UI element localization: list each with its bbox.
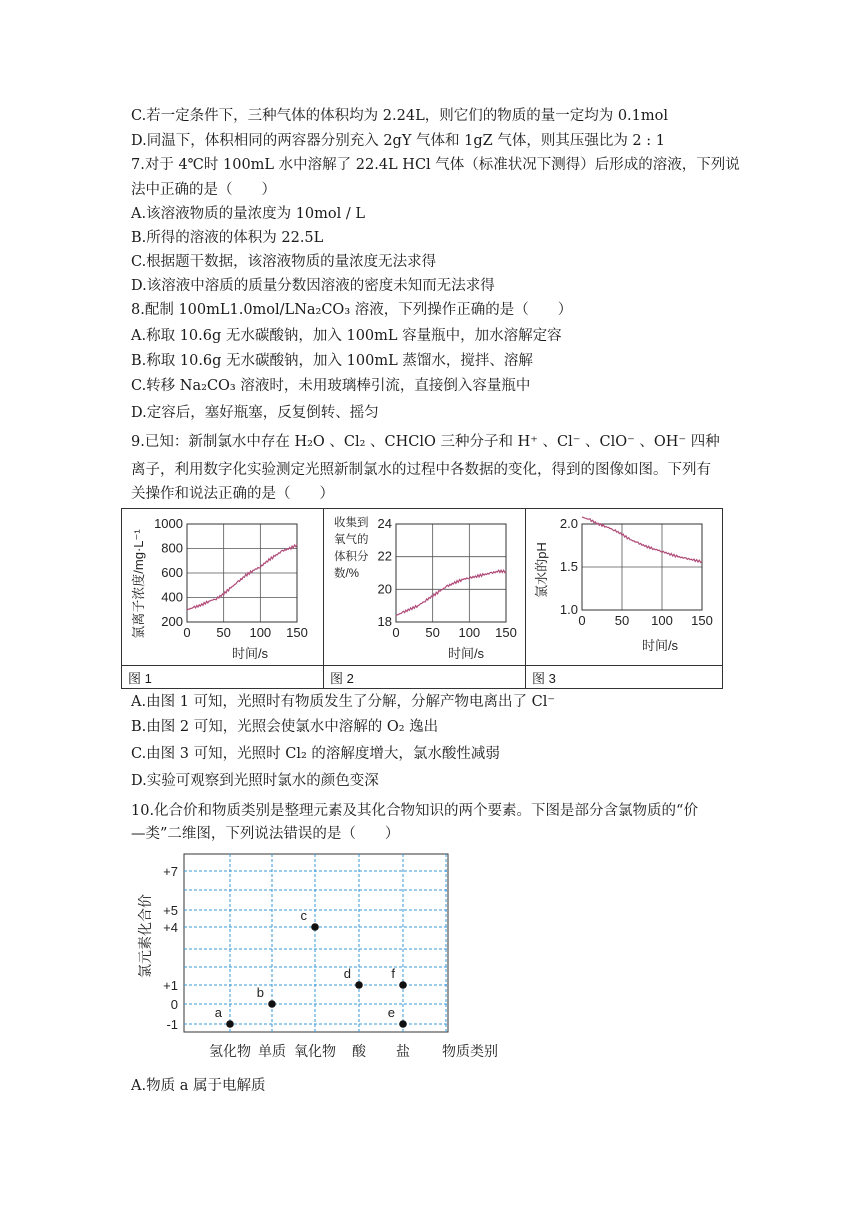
- figure-caption-2: 图 2: [330, 671, 354, 686]
- fig2-plot: [378, 516, 517, 640]
- y-tick-label: -1: [166, 1017, 178, 1032]
- question-10-stem-cont: —类”二维图，下列说法错误的是（ ）: [131, 826, 400, 842]
- x-category-label: 单质: [258, 1043, 286, 1059]
- y-tick-label: +4: [163, 920, 178, 935]
- x-category-label: 盐: [396, 1043, 410, 1059]
- question-8-option-b: B.称取 10.6g 无水碳酸钠，加入 100mL 蒸馏水，搅拌、溶解: [131, 353, 533, 369]
- data-point-b: [268, 1000, 276, 1008]
- y-tick-label: 800: [161, 540, 183, 556]
- fig2-ylabel-line3: 体积分: [334, 551, 369, 563]
- data-point-label: a: [214, 1005, 222, 1020]
- question-8-stem: 8.配制 100mL1.0mol/LNa₂CO₃ 溶液，下列操作正确的是（ ）: [131, 302, 573, 318]
- data-point-label: c: [300, 908, 307, 923]
- fig3-plot: [560, 516, 713, 628]
- fig3-xlabel: 时间/s: [641, 638, 679, 653]
- question-7-option-a: A.该溶液物质的量浓度为 10mol / L: [131, 206, 365, 222]
- y-tick-label: 22: [377, 548, 392, 564]
- question-9-option-c: C.由图 3 可知，光照时 Cl₂ 的溶解度增大，氯水酸性减弱: [131, 746, 500, 762]
- question-8-option-a: A.称取 10.6g 无水碳酸钠，加入 100mL 容量瓶中，加水溶解定容: [131, 328, 562, 344]
- x-tick-label: 100: [651, 613, 673, 628]
- question-9-option-b: B.由图 2 可知，光照会使氯水中溶解的 O₂ 逸出: [131, 719, 439, 735]
- fig1-xlabel: 时间/s: [231, 646, 269, 661]
- x-tick-label: 50: [216, 625, 231, 640]
- figure-caption-1: 图 1: [128, 671, 152, 686]
- data-point-label: f: [391, 966, 395, 981]
- question-10-option-a: A.物质 a 属于电解质: [131, 1078, 266, 1094]
- text-line-c-option: C.若一定条件下，三种气体的体积均为 2.24L，则它们的物质的量一定均为 0.1mol: [131, 108, 668, 124]
- y-tick-label: 2.0: [559, 516, 578, 531]
- x-tick-label: 150: [495, 625, 517, 640]
- data-point-label: e: [387, 1005, 395, 1020]
- x-category-label: 酸: [352, 1043, 366, 1059]
- question-7-option-b: B.所得的溶液的体积为 22.5L: [131, 230, 324, 246]
- chart-valence-class: [128, 848, 523, 1074]
- y-tick-label: 600: [161, 565, 183, 580]
- question-7-option-c: C.根据题干数据，该溶液物质的量浓度无法求得: [131, 254, 437, 270]
- x-tick-label: 0: [392, 625, 400, 640]
- x-category-label: 氢化物: [209, 1043, 251, 1059]
- text-line-d-option: D.同温下，体积相同的两容器分别充入 2gY 气体和 1gZ 气体，则其压强比为 2 : 1: [131, 133, 665, 149]
- y-tick-label: +5: [163, 903, 178, 918]
- figure-caption-3: 图 3: [532, 671, 556, 686]
- x-tick-label: 150: [691, 613, 713, 628]
- y-axis-label: 氯元素化合价: [137, 894, 153, 978]
- chart-fig1: [125, 510, 321, 664]
- y-tick-label: 1.0: [559, 602, 578, 617]
- y-tick-label: 1.5: [559, 559, 578, 574]
- chart-fig2: [326, 510, 524, 664]
- question-7-stem: 7.对于 4℃时 100mL 水中溶解了 22.4L HCl 气体（标准状况下测得）后形成的溶液，下列说: [131, 157, 740, 173]
- y-tick-label: 400: [161, 589, 183, 605]
- fig2-xlabel: 时间/s: [447, 646, 485, 661]
- x-tick-label: 0: [578, 613, 586, 628]
- question-9-option-a: A.由图 1 可知，光照时有物质发生了分解，分解产物电离出了 Cl⁻: [131, 694, 556, 710]
- question-9-stem: 9.已知：新制氯水中存在 H₂O 、Cl₂ 、CHClO 三种分子和 H⁺ 、Cl⁻ 、ClO⁻ 、OH⁻ 四种: [131, 434, 720, 450]
- data-point-d: [355, 981, 363, 989]
- y-tick-label: 18: [377, 614, 392, 629]
- question-9-stem-cont2: 关操作和说法正确的是（ ）: [131, 486, 334, 502]
- y-tick-label: 0: [170, 997, 178, 1012]
- x-tick-label: 150: [286, 625, 308, 640]
- question-8-option-d: D.定容后，塞好瓶塞，反复倒转、摇匀: [131, 405, 379, 421]
- data-point-e: [399, 1020, 407, 1028]
- fig2-ylabel-line2: 氧气的: [334, 534, 369, 546]
- y-tick-label: 1000: [154, 516, 183, 531]
- question-8-option-c: C.转移 Na₂CO₃ 溶液时，未用玻璃棒引流，直接倒入容量瓶中: [131, 378, 531, 394]
- fig1-plot: [154, 516, 308, 640]
- x-tick-label: 50: [614, 613, 630, 628]
- plot-frame: [184, 854, 448, 1032]
- data-point-label: d: [343, 966, 351, 981]
- x-axis-label: 物质类别: [442, 1043, 498, 1059]
- data-point-a: [226, 1020, 234, 1028]
- y-tick-label: 200: [161, 614, 183, 629]
- data-point-f: [399, 981, 407, 989]
- y-tick-label: 24: [377, 516, 392, 531]
- question-9-stem-cont: 离子，利用数字化实验测定光照新制氯水的过程中各数据的变化，得到的图像如图。下列有: [131, 462, 711, 478]
- y-tick-label: 20: [377, 581, 392, 597]
- fig1-ylabel: 氯离子浓度/mg·L⁻¹: [131, 529, 146, 639]
- chart-fig3: [528, 510, 721, 664]
- fig3-ylabel: 氯水的pH: [534, 542, 549, 598]
- question-10-stem: 10.化合价和物质类别是整理元素及其化合物知识的两个要素。下图是部分含氯物质的“价: [131, 803, 698, 819]
- data-point-label: b: [256, 985, 264, 1000]
- y-tick-label: +7: [163, 864, 178, 879]
- data-series-line: [396, 570, 506, 615]
- x-tick-label: 100: [458, 625, 481, 640]
- data-point-c: [311, 923, 319, 931]
- fig2-ylabel-line1: 收集到: [334, 517, 369, 529]
- question-7-stem-cont: 法中正确的是（ ）: [131, 182, 276, 198]
- question-9-option-d: D.实验可观察到光照时氯水的颜色变深: [131, 773, 379, 789]
- y-tick-label: +1: [163, 978, 178, 993]
- x-tick-label: 100: [249, 625, 272, 640]
- data-series-line: [187, 545, 297, 610]
- x-tick-label: 50: [425, 625, 440, 640]
- x-tick-label: 0: [183, 625, 191, 640]
- question-7-option-d: D.该溶液中溶质的质量分数因溶液的密度未知而无法求得: [131, 278, 495, 294]
- x-category-label: 氧化物: [294, 1043, 336, 1059]
- fig2-ylabel-line4: 数/%: [334, 568, 359, 580]
